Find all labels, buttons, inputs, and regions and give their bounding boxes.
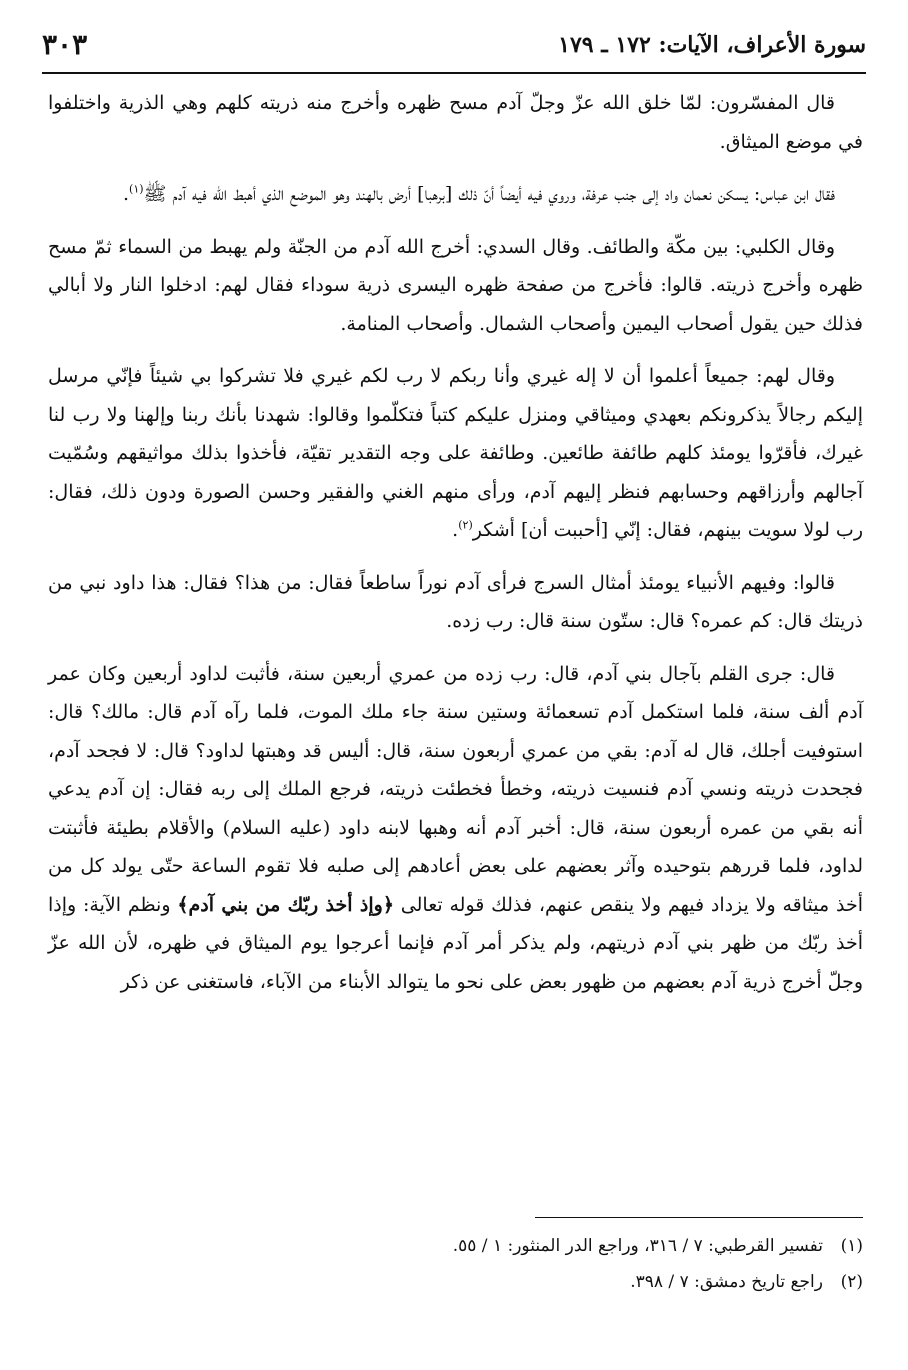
paragraph (48, 564, 863, 641)
paragraph-text: . (122, 183, 130, 205)
footnote (48, 1264, 863, 1300)
footnote-number: (١) (840, 1236, 863, 1256)
footnotes (48, 1228, 863, 1300)
paragraph (48, 84, 863, 161)
header-divider (42, 72, 866, 74)
paragraph-text: قالوا: وفيهم الأنبياء يومئذ أمثال السرج فرأى آدم نوراً ساطعاً فقال: من هذا؟ فقال: هذا داود نبي من ذريتك قال: كم عمره؟ قال: ستّون سنة قال: رب زده. (48, 571, 863, 632)
running-title: سورة الأعراف، الآيات: ١٧٢ ـ ١٧٩ (558, 32, 866, 58)
paragraph-text: ونظم الآية: وإذا أخذ ربّك من ظهر بني آدم ذريتهم، ولم يذكر أمر آدم فإنما أعرجوا يوم الميثاق في ظهره، لأن الله عزّ وجلّ أخرج ذرية آدم بعضهم من ظهور بعض على نحو ما يتوالد الأبناء من الآباء، فاستغنى عن ذكر (48, 893, 863, 993)
paragraph-text: . (452, 519, 459, 541)
quran-verse: ﴿وإذ أخذ ربّك من بني آدم﴾ (177, 893, 394, 916)
main-text (48, 84, 863, 1015)
footnote-number: (٢) (840, 1272, 863, 1292)
paragraph (48, 655, 863, 1002)
footnote-reference[interactable]: (١) (129, 182, 144, 196)
paragraph (48, 357, 863, 550)
footnote-divider (535, 1217, 863, 1218)
footnote-text: راجع تاريخ دمشق: ٧ / ٣٩٨. (630, 1272, 823, 1292)
paragraph-text: فقال ابن عباس: يسكن نعمان واد إلى جنب عرفة، وروي فيه أيضاً أنّ ذلك [برهبا] أرض بالهند وهو الموضع الذي أهبط الله فيه آدم ﷺ (143, 183, 835, 205)
paragraph (48, 228, 863, 344)
paragraph-text: قال: جرى القلم بآجال بني آدم، قال: رب زده من عمري أربعين سنة، فأثبت لداود أربعين وكان عمر آدم ألف سنة، فلما استكمل آدم تسعمائة وستين سنة جاء ملك الموت، فلما رآه آدم قال: مالك؟ قال: استوفيت أجلك، قال له آدم: بقي من عمري أربعون سنة، قال: أليس قد وهبتها لداود؟ قال: لا فجحد آدم، فجحدت ذريته ونسي آدم فنسيت ذريته، وخطأ فخطئت ذريته، فرجع الملك إلى ربه فقال: إن آدم يدعي أنه بقي من عمره أربعون سنة، قال: أخبر آدم أنه وهبها لابنه داود (عليه السلام) والأقلام بطيئة فأثبتت لداود، فلما قررهم بتوحيده وآثر بعضهم على بعض أعادهم إلى صلبه فلا تقوم الساعة حتّى يولد كل من أخذ ميثاقه ولا يزداد فيهم ولا ينقص عنهم، فذلك قوله تعالى (48, 662, 863, 916)
paragraph-text: قال المفسّرون: لمّا خلق الله عزّ وجلّ آدم مسح ظهره وأخرج منه ذريته كلهم وهي الذرية واختلفوا في موضع الميثاق. (48, 92, 863, 153)
paragraph (48, 175, 863, 214)
page-header (42, 28, 866, 72)
paragraph-text: وقال لهم: جميعاً أعلموا أن لا إله غيري وأنا ربكم لا رب لكم غيري فلا تشركوا بي شيئاً فإنّي مرسل إليكم رجالاً يذكرونكم بعهدي وميثاقي ومنزل عليكم كتباً فتكلّموا وقالوا: شهدنا بأنك ربنا وإلهنا ولا رب لنا غيرك، فأقرّوا يومئذ كلهم طائفة طائعين. وطائفة على وجه التقدير تقيّة، فأخذوا بذلك مواثيقهم وسُمّيت آجالهم وأرزاقهم وحسابهم فنظر إليهم آدم، ورأى منهم الغني والفقير وحسن الصورة ودون ذلك، فقال: رب لولا سويت بينهم، فقال: إنّي [أحببت أن] أشكر (48, 365, 863, 541)
footnote-text: تفسير القرطبي: ٧ / ٣١٦، وراجع الدر المنثور: ١ / ٥٥. (452, 1236, 823, 1256)
footnote-reference[interactable]: (٢) (458, 518, 473, 532)
paragraph-text: وقال الكلبي: بين مكّة والطائف. وقال السدي: أخرج الله آدم من الجنّة ولم يهبط من السماء ثمّ مسح ظهره وأخرج ذريته. قالوا: فأخرج من صفحة ظهره اليسرى ذرية سوداء فقال لهم: ادخلوا النار ولا أبالي فذلك حين يقول أصحاب اليمين وأصحاب الشمال. وأصحاب المنامة. (48, 235, 863, 335)
page-number: ٣٠٣ (42, 28, 88, 61)
footnote (48, 1228, 863, 1264)
